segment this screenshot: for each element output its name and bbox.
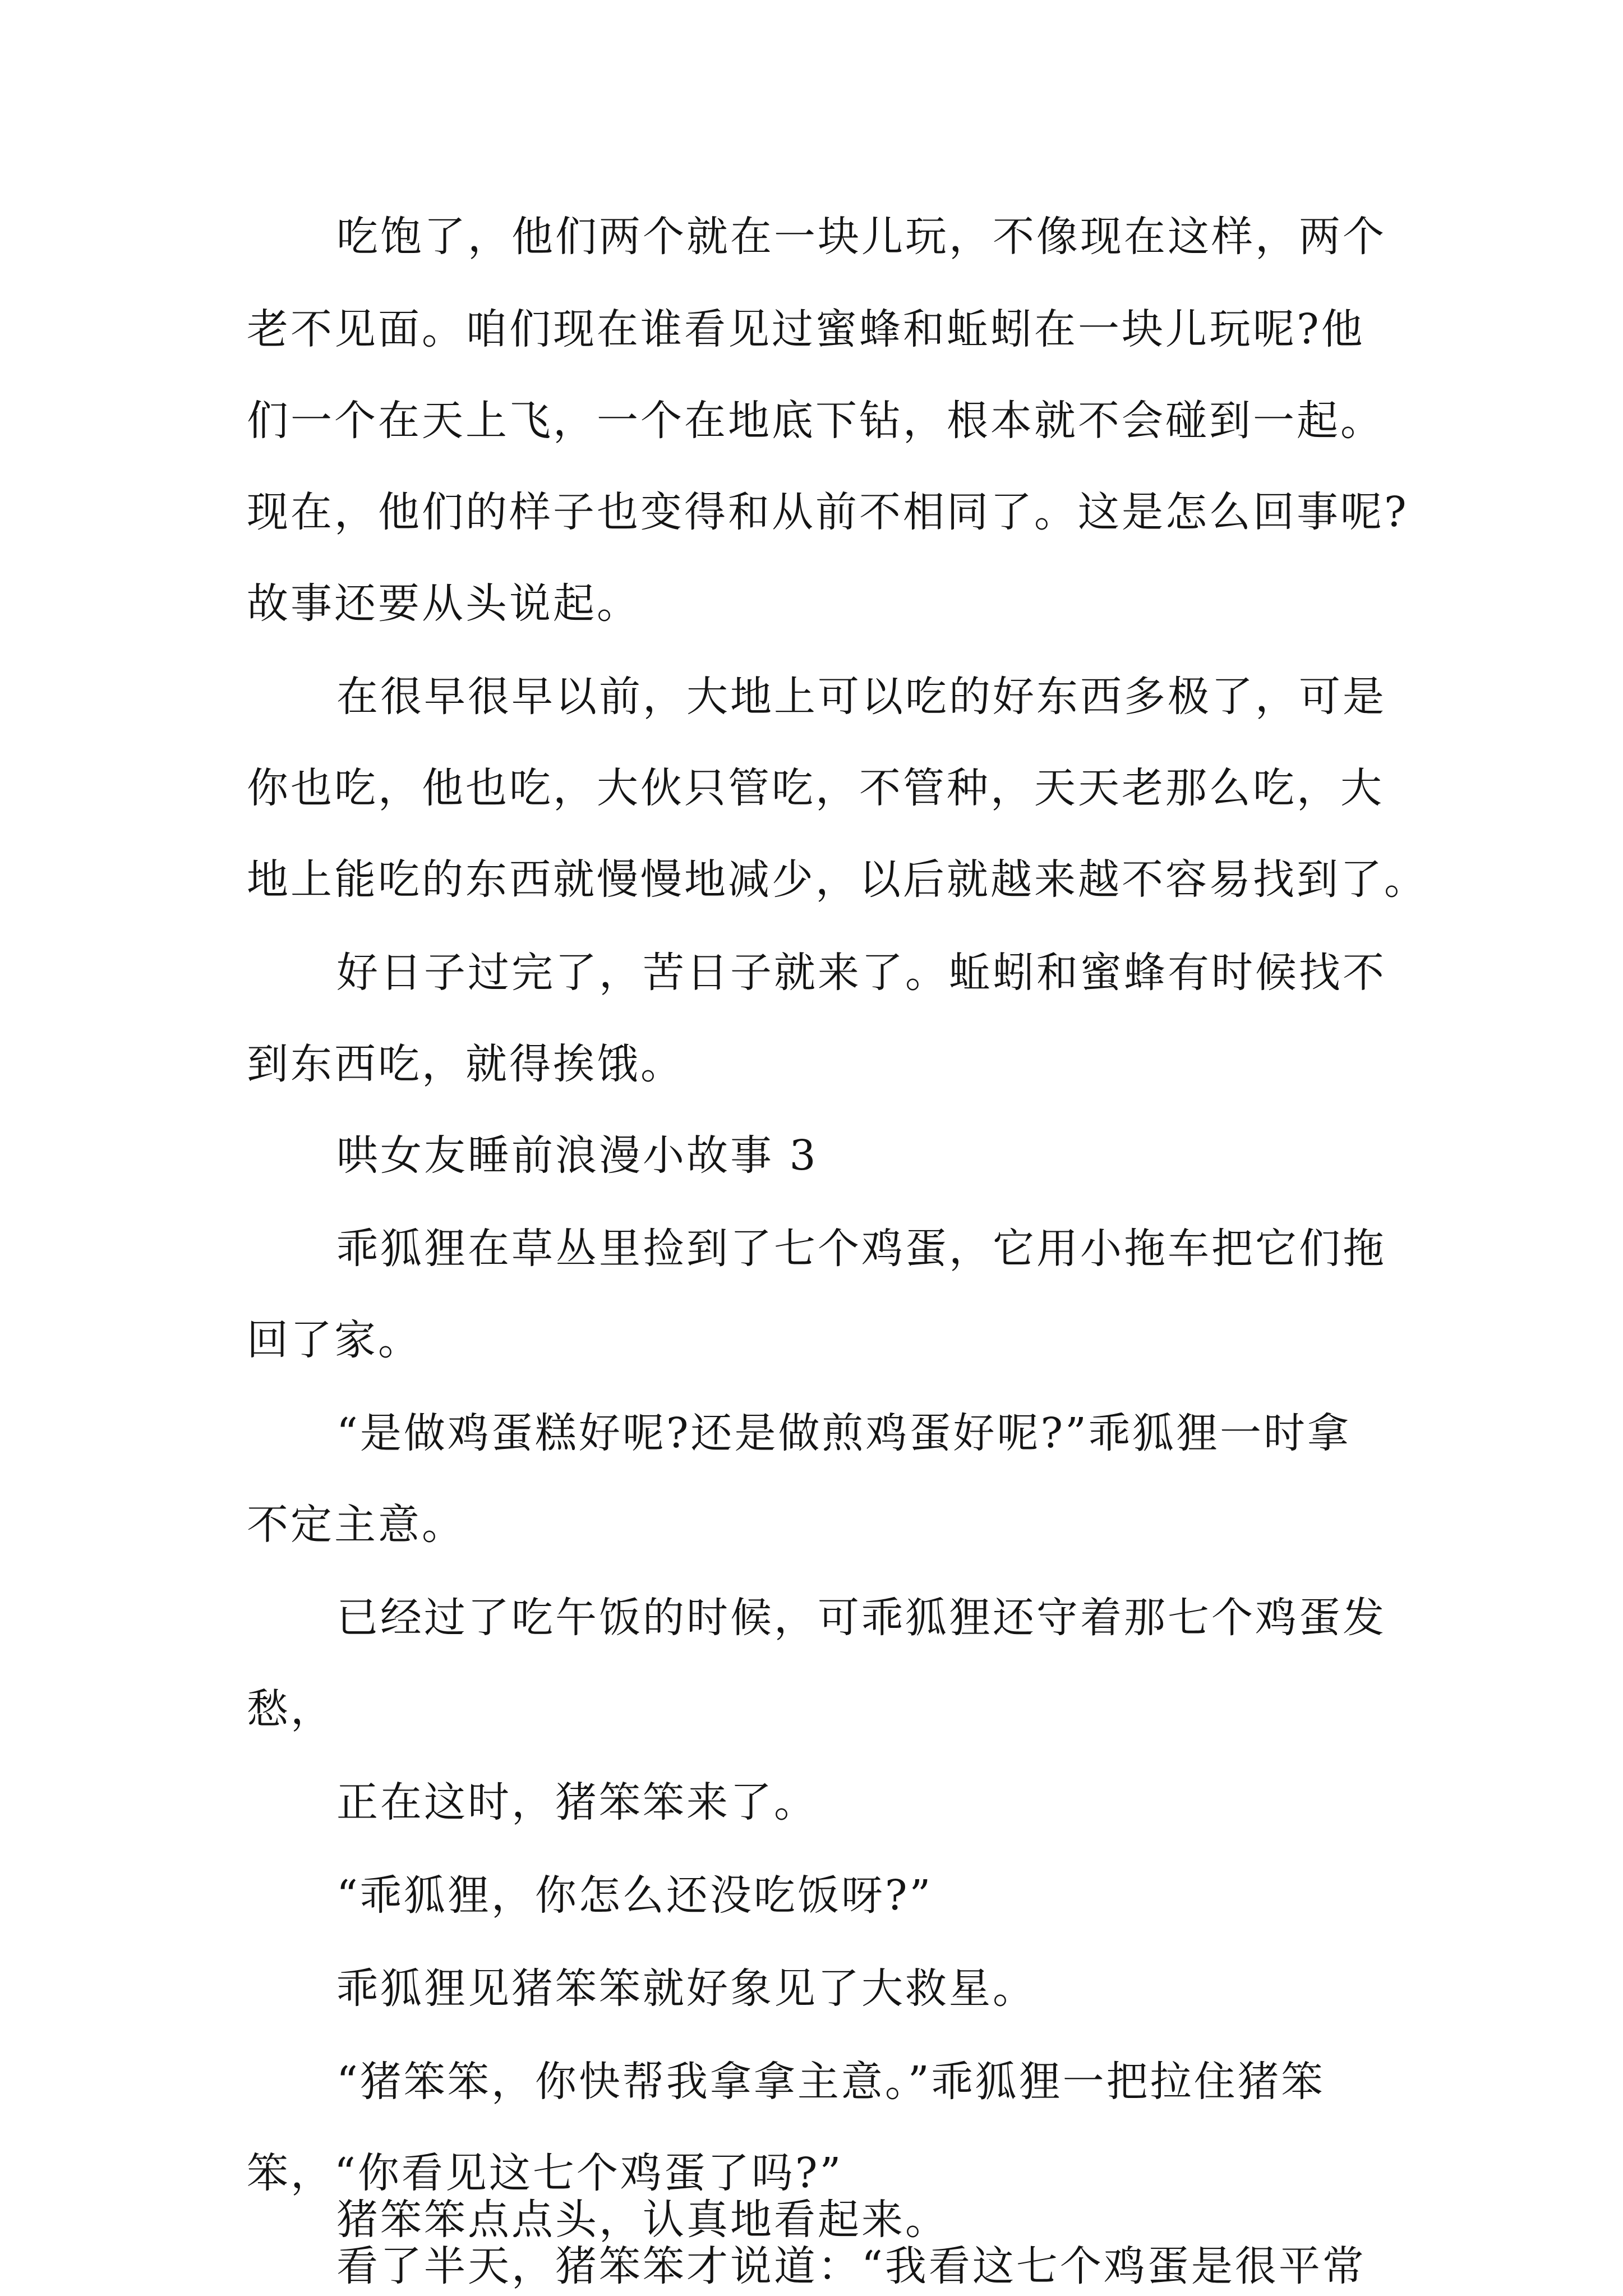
paragraph-line: 吃饱了，他们两个就在一块儿玩，不像现在这样，两个 (336, 213, 1386, 261)
paragraph-line: 回了家。 (247, 1316, 422, 1364)
paragraph-line: “是做鸡蛋糕好呢?还是做煎鸡蛋好呢?”乖狐狸一时拿 (336, 1409, 1352, 1457)
paragraph-line: 地上能吃的东西就慢慢地减少，以后就越来越不容易找到了。 (247, 855, 1428, 904)
paragraph-line: “乖狐狸，你怎么还没吃饭呀?” (336, 1871, 933, 1920)
paragraph-line: 猪笨笨点点头，认真地看起来。 (336, 2196, 949, 2244)
paragraph-line: 你也吃，他也吃，大伙只管吃，不管种，天天老那么吃，大 (247, 764, 1384, 812)
paragraph-line: 们一个在天上飞，一个在地底下钻，根本就不会碰到一起。 (247, 397, 1384, 445)
paragraph-line: 乖狐狸在草丛里捡到了七个鸡蛋，它用小拖车把它们拖 (336, 1225, 1386, 1273)
paragraph-line: 现在，他们的样子也变得和从前不相同了。这是怎么回事呢? (247, 488, 1409, 536)
paragraph-line: 看了半天，猪笨笨才说道：“我看这七个鸡蛋是很平常 (336, 2242, 1366, 2290)
paragraph-line: 正在这时，猪笨笨来了。 (336, 1778, 818, 1826)
paragraph-line: 故事还要从头说起。 (247, 579, 640, 628)
paragraph-line: 笨，“你看见这七个鸡蛋了吗?” (247, 2149, 843, 2197)
paragraph-line: 在很早很早以前，大地上可以吃的好东西多极了，可是 (336, 673, 1386, 721)
paragraph-line: “猪笨笨，你快帮我拿拿主意。”乖狐狸一把拉住猪笨 (336, 2058, 1325, 2106)
paragraph-line: 已经过了吃午饭的时候，可乖狐狸还守着那七个鸡蛋发 (336, 1594, 1386, 1642)
paragraph-line: 乖狐狸见猪笨笨就好象见了大救星。 (336, 1964, 1036, 2013)
paragraph-line: 不定主意。 (247, 1501, 465, 1549)
paragraph-line: 愁， (247, 1685, 334, 1733)
paragraph-line: 到东西吃，就得挨饿。 (247, 1040, 684, 1088)
paragraph-line: 好日子过完了，苦日子就来了。蚯蚓和蜜蜂有时候找不 (336, 949, 1386, 997)
paragraph-line: 老不见面。咱们现在谁看见过蜜蜂和蚯蚓在一块儿玩呢?他 (247, 305, 1365, 353)
section-heading: 哄女友睡前浪漫小故事 3 (336, 1131, 818, 1180)
